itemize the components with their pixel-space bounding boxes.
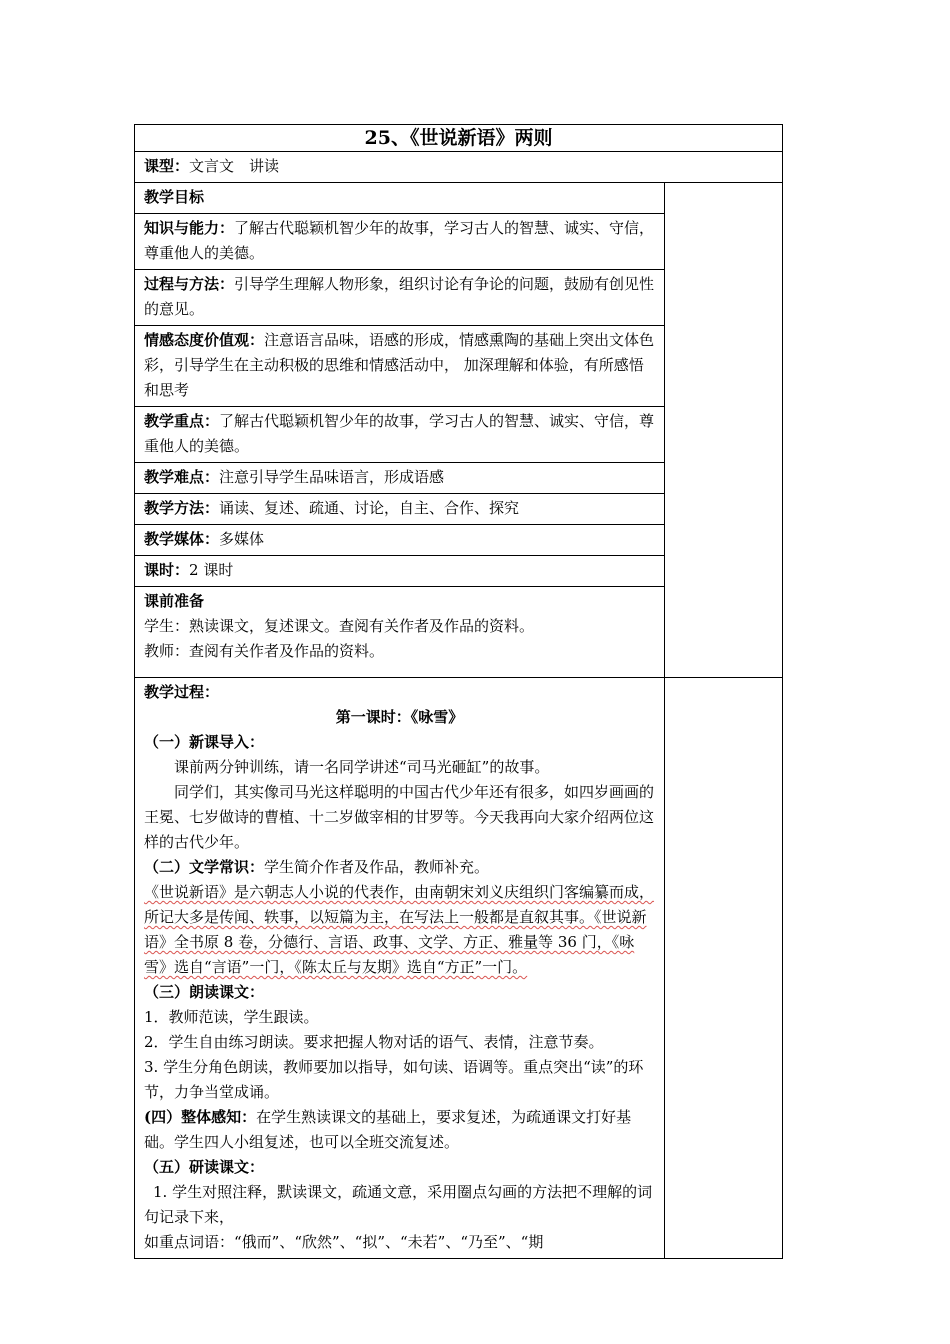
s2-intro: 学生简介作者及作品，教师补充。 [264,858,490,876]
knowledge-text: 了解古代聪颖机智少年的故事，学习古人的智慧、诚实、守信，尊重他人的美德。 [144,219,655,262]
method-row [135,494,665,525]
prep-row [135,587,665,678]
media-label: 教学媒体： [144,530,220,548]
page-title: 25、《世说新语》两则 [135,125,783,152]
s5-heading: （五）研读课文： [144,1158,265,1176]
emotion-label: 情感态度价值观： [144,331,265,349]
s1-paragraph-1: 课前两分钟训练，请一名同学讲述“司马光砸缸”的故事。 [174,758,550,776]
key-points-row [135,407,665,463]
lesson1-title: 第一课时：《咏雪》 [335,708,464,726]
objectives-heading: 教学目标 [135,183,665,214]
prep-spacer [144,664,655,674]
method-text: 诵读、复述、疏通、讨论，自主、合作、探究 [219,499,520,517]
s1-paragraph-2: 同学们，其实像司马光这样聪明的中国古代少年还有很多，如四岁画画的王冕、七岁做诗的曹植、十二岁做宰相的甘罗等。今天我再向大家介绍两位这样的古代少年。 [144,783,655,851]
process-text: 引导学生理解人物形象，组织讨论有争论的问题，鼓励有创见性的意见。 [144,275,655,318]
s1-heading: （一）新课导入： [144,733,265,751]
side-notes-column-lower [665,678,783,1259]
prep-teacher: 教师：查阅有关作者及作品的资料。 [144,642,385,660]
s3-item-2: 2．学生自由练习朗读。要求把握人物对话的语气、表情，注意节奏。 [144,1033,604,1051]
course-type-label: 课型： [144,157,190,175]
course-type-row [135,152,783,183]
s4-text: 在学生熟读课文的基础上，要求复述，为疏通课文打好基础。学生四人小组复述，也可以全班交流复述。 [144,1108,632,1151]
s2-body: 《世说新语》是六朝志人小说的代表作，由南朝宋刘义庆组织门客编纂而成，所记大多是传闻、轶事，以短篇为主，在写法上一般都是直叙其事。《世说新语》全书原 8 卷，分德行、言语、政事、文学、方正、雅量等 36 门，《咏雪》选自“言语”一门，《陈太丘与友期》选自“方正”一门。 [144,883,655,976]
difficulty-row [135,463,665,494]
process-row [135,270,665,326]
hours-row [135,556,665,587]
method-label: 教学方法： [144,499,220,517]
emotion-row [135,326,665,407]
s2-heading: （二）文学常识： [144,858,265,876]
media-row [135,525,665,556]
knowledge-label: 知识与能力： [144,219,235,237]
knowledge-row [135,214,665,270]
s3-item-3: 3. 学生分角色朗读，教师要加以指导，如句读、语调等。重点突出“读”的环节，力争当堂成诵。 [144,1058,644,1101]
s4-heading: (四）整体感知： [144,1108,257,1126]
prep-student: 学生：熟读课文，复述课文。查阅有关作者及作品的资料。 [144,617,535,635]
lesson-plan-table [134,124,783,1259]
course-type-value: 文言文 讲读 [189,157,280,175]
s5-item-1: 1. 学生对照注释，默读课文，疏通文意，采用圈点勾画的方法把不理解的词句记录下来， [144,1183,653,1226]
key-points-text: 了解古代聪颖机智少年的故事，学习古人的智慧、诚实、守信，尊重他人的美德。 [144,412,655,455]
side-notes-column [665,183,783,678]
s3-item-1: 1．教师范读，学生跟读。 [144,1008,319,1026]
lesson-plan-page [134,124,782,1259]
media-text: 多媒体 [219,530,265,548]
s4-paragraph [144,1105,655,1155]
process-section [135,678,665,1259]
hours-label: 课时： [144,561,190,579]
process-label: 过程与方法： [144,275,235,293]
difficulty-text: 注意引导学生品味语言，形成语感 [219,468,445,486]
s2-paragraph [144,855,655,880]
difficulty-label: 教学难点： [144,468,220,486]
s5-item-2: 如重点词语：“俄而”、“欣然”、“拟”、“未若”、“乃至”、“期 [144,1233,544,1251]
hours-text: 2 课时 [189,561,234,579]
prep-heading: 课前准备 [144,592,205,610]
s3-heading: （三）朗读课文： [144,983,265,1001]
key-points-label: 教学重点： [144,412,220,430]
emotion-text: 注意语言品味，语感的形成，情感熏陶的基础上突出文体色彩，引导学生在主动积极的思维和情感活动中， 加深理解和体验，有所感悟和思考 [144,331,655,399]
process-heading: 教学过程： [144,683,220,701]
